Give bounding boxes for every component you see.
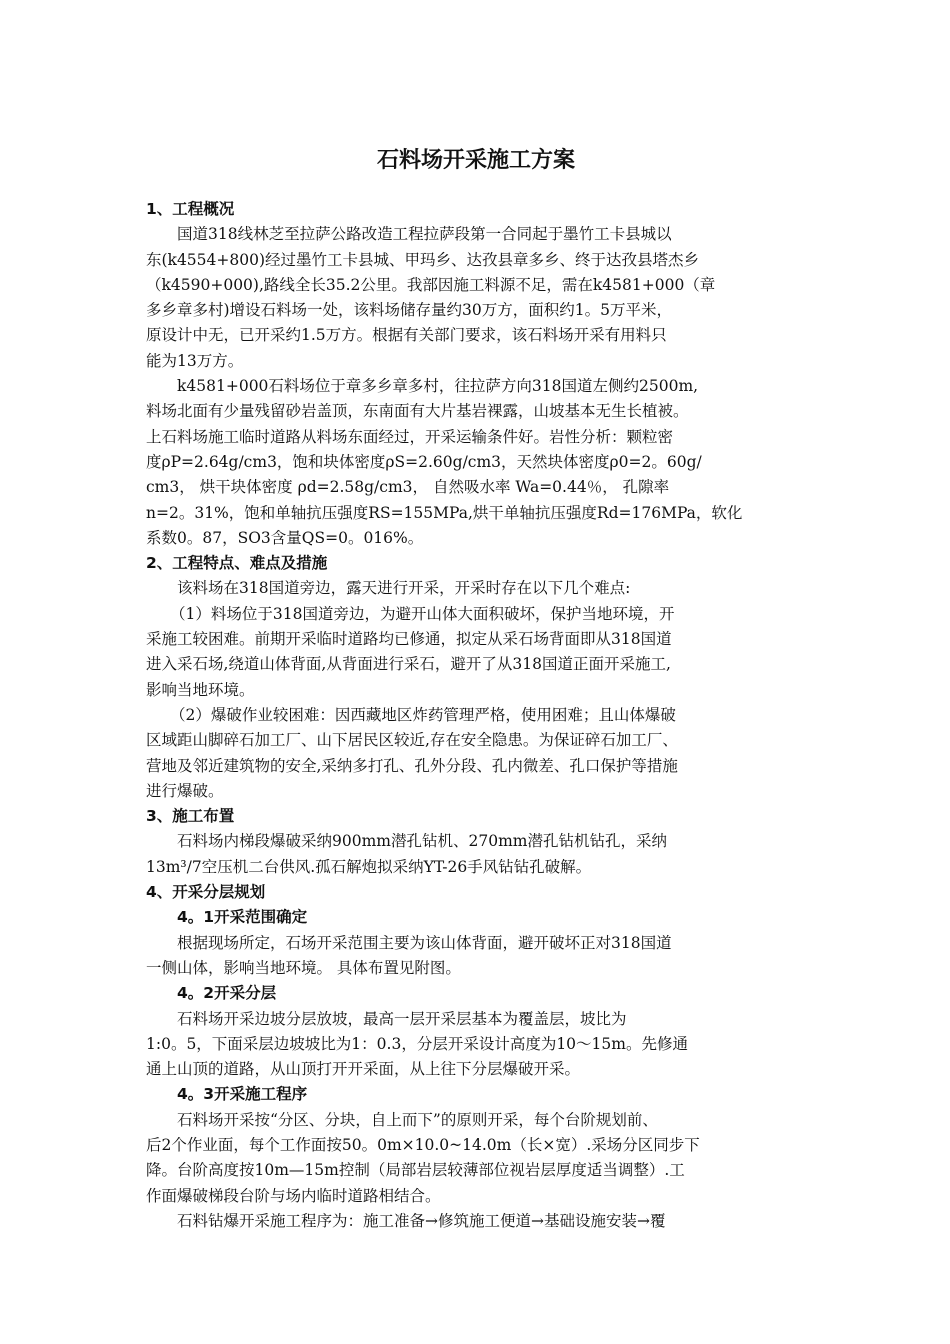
paragraph-difficulties-intro bbox=[146, 576, 806, 601]
subsection-heading-4-1: 4。1开采范围确定 bbox=[177, 908, 308, 927]
text-line: 原设计中无，已开采约1.5万方。根据有关部门要求，该石料场开采有用料只 bbox=[146, 326, 667, 345]
text-line: cm3， 烘干块体密度 ρd=2.58g/cm3， 自然吸水率 Wa=0.44％， 孔隙率 bbox=[146, 478, 670, 497]
text-line: 该料场在318国道旁边，露天进行开采，开采时存在以下几个难点: bbox=[177, 579, 631, 598]
text-line: 度ρP=2.64g/cm3，饱和块体密度ρS=2.60g/cm3，天然块体密度ρ0=2。60g/ bbox=[146, 452, 702, 471]
text-line: 上石料场施工临时道路从料场东面经过，开采运输条件好。岩性分析：颗粒密 bbox=[146, 427, 674, 446]
text-line: 降。台阶高度按10m—15m控制（局部岩层较薄部位视岩层厚度适当调整）.工 bbox=[146, 1161, 685, 1180]
text-line: 13m³/7空压机二台供风.孤石解炮拟采纳YT-26手风钻钻孔破解。 bbox=[146, 857, 592, 876]
text-line: （k4590+000),路线全长35.2公里。我部因施工料源不足，需在k4581+000（章 bbox=[146, 275, 716, 294]
text-line: 石料钻爆开采施工程序为：施工准备→修筑施工便道→基础设施安装→覆 bbox=[177, 1211, 666, 1230]
section-heading-4: 4、开采分层规划 bbox=[146, 883, 266, 902]
text-line: 作面爆破梯段台阶与场内临时道路相结合。 bbox=[146, 1186, 441, 1205]
text-line: 营地及邻近建筑物的安全,采纳多打孔、孔外分段、孔内微差、孔口保护等措施 bbox=[146, 756, 678, 775]
text-line: 能为13万方。 bbox=[146, 351, 244, 370]
paragraph-difficulty-1 bbox=[146, 602, 806, 703]
paragraph-mining-scope bbox=[146, 931, 806, 982]
text-line: 多乡章多村)增设石料场一处，该料场储存量约30万方，面积约1。5万平米， bbox=[146, 301, 672, 320]
section-heading-3: 3、施工布置 bbox=[146, 807, 235, 826]
paragraph-mining-procedure bbox=[146, 1108, 806, 1209]
paragraph-project-overview bbox=[146, 222, 806, 374]
text-line: 国道318线林芝至拉萨公路改造工程拉萨段第一合同起于墨竹工卡县城以 bbox=[177, 225, 672, 244]
text-line: 影响当地环境。 bbox=[146, 680, 255, 699]
paragraph-rock-analysis bbox=[146, 374, 806, 551]
text-line: k4581+000石料场位于章多乡章多村，往拉萨方向318国道左侧约2500m, bbox=[177, 377, 699, 396]
text-line: （1）料场位于318国道旁边，为避开山体大面积破坏，保护当地环境，开 bbox=[170, 604, 675, 623]
text-line: 后2个作业面，每个工作面按50。0m×10.0~14.0m（长×宽）.采场分区同步下 bbox=[146, 1135, 700, 1154]
paragraph-mining-layers bbox=[146, 1007, 806, 1083]
section-heading-1: 1、工程概况 bbox=[146, 200, 235, 218]
text-line: 石料场内梯段爆破采纳900mm潜孔钻机、270mm潜孔钻机钻孔，采纳 bbox=[177, 832, 667, 851]
text-line: 一侧山体，影响当地环境。 具体布置见附图。 bbox=[146, 958, 461, 977]
paragraph-construction-layout bbox=[146, 829, 806, 880]
text-line: 石料场开采边坡分层放坡，最高一层开采层基本为覆盖层，坡比为 bbox=[177, 1009, 627, 1028]
text-line: 进入采石场,绕道山体背面,从背面进行采石，避开了从318国道正面开采施工, bbox=[146, 655, 671, 674]
text-line: 进行爆破。 bbox=[146, 781, 224, 800]
text-line: 根据现场所定，石场开采范围主要为该山体背面，避开破坏正对318国道 bbox=[177, 933, 672, 952]
document-title: 石料场开采施工方案 bbox=[376, 148, 575, 173]
text-line: 1:0。5，下面采层边坡坡比为1：0.3，分层开采设计高度为10～15m。先修通 bbox=[146, 1034, 688, 1053]
paragraph-difficulty-2 bbox=[146, 703, 806, 804]
text-line: 料场北面有少量残留砂岩盖顶，东南面有大片基岩裸露，山坡基本无生长植被。 bbox=[146, 402, 689, 421]
text-line: 通上山顶的道路，从山顶打开开采面，从上往下分层爆破开采。 bbox=[146, 1060, 581, 1079]
text-line: 系数0。87，SO3含量QS=0。016%。 bbox=[146, 528, 424, 547]
text-line: 东(k4554+800)经过墨竹工卡县城、甲玛乡、达孜县章多乡、终于达孜县塔杰乡 bbox=[146, 250, 700, 269]
text-line: 区域距山脚碎石加工厂、山下居民区较近,存在安全隐患。为保证碎石加工厂、 bbox=[146, 731, 678, 750]
document-body bbox=[146, 197, 806, 1234]
text-line: 采施工较困难。前期开采临时道路均已修通，拟定从采石场背面即从318国道 bbox=[146, 630, 672, 649]
subsection-heading-4-2: 4。2开采分层 bbox=[177, 984, 277, 1003]
paragraph-blasting-sequence bbox=[146, 1209, 806, 1234]
text-line: 石料场开采按“分区、分块，自上而下”的原则开采，每个台阶规划前、 bbox=[177, 1110, 658, 1129]
text-line: （2）爆破作业较困难：因西藏地区炸药管理严格，使用困难；且山体爆破 bbox=[170, 705, 676, 724]
subsection-heading-4-3: 4。3开采施工程序 bbox=[177, 1085, 308, 1104]
section-heading-2: 2、工程特点、难点及措施 bbox=[146, 554, 328, 573]
text-line: n=2。31%，饱和单轴抗压强度RS=155MPa,烘干单轴抗压强度Rd=176MPa，软化 bbox=[146, 503, 743, 522]
